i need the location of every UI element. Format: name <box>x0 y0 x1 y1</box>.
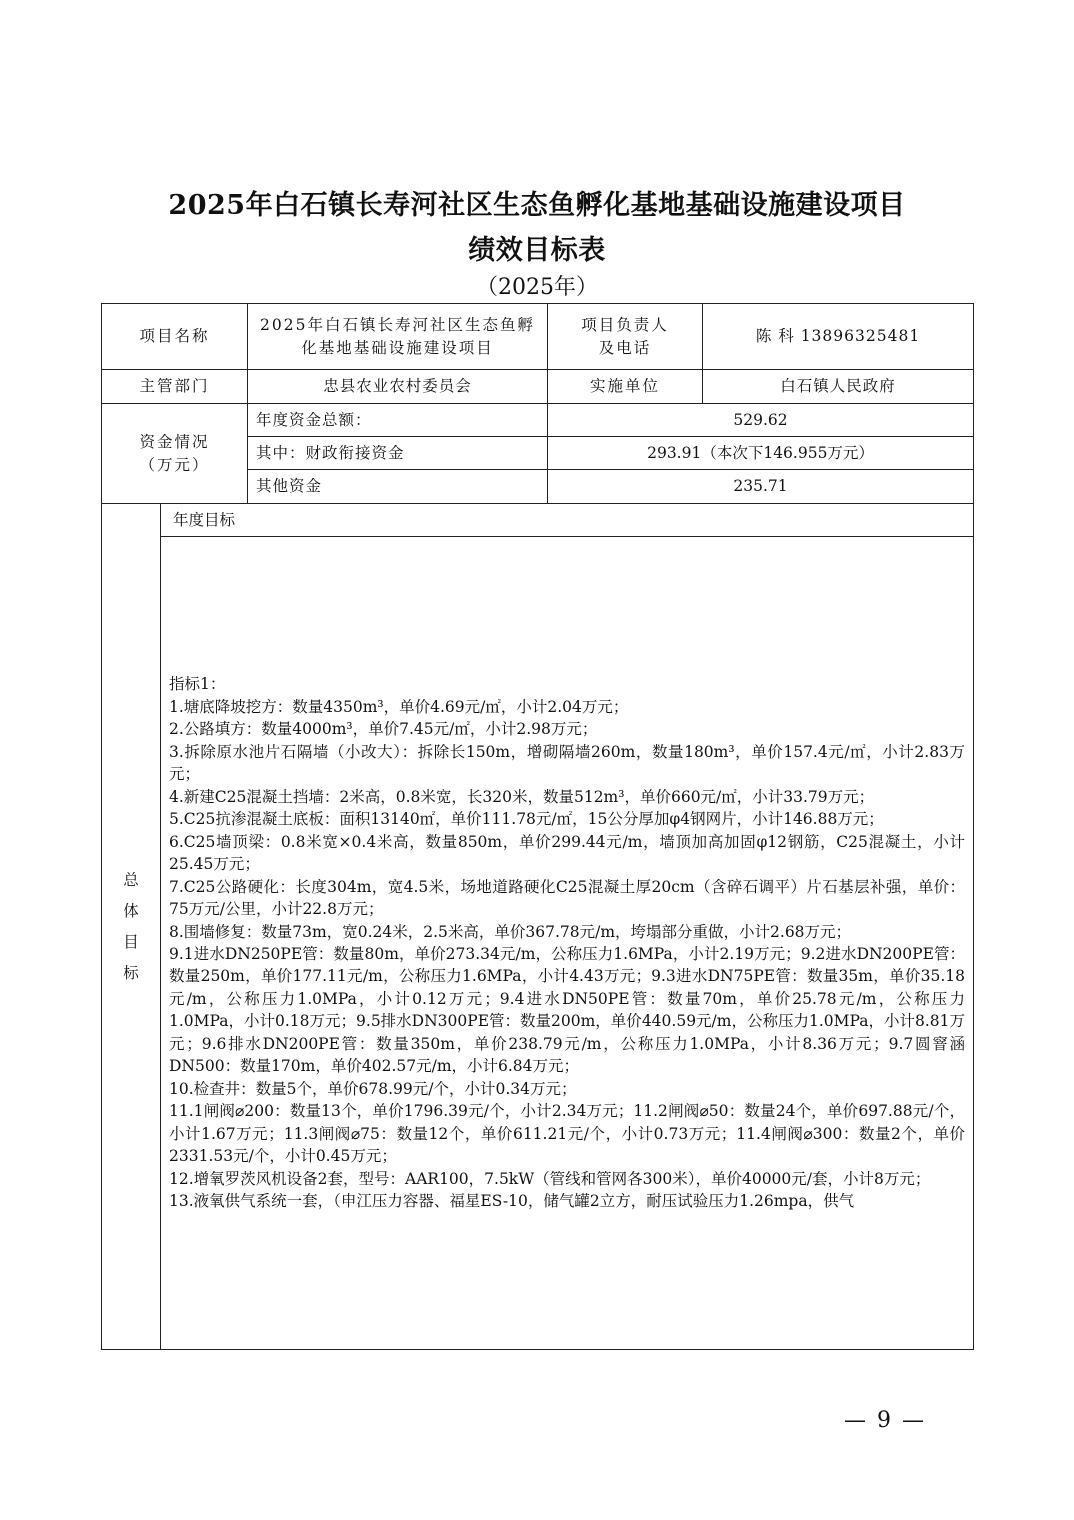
annual-total-label: 年度资金总额： <box>248 404 548 437</box>
indicator-item: 11.1闸阀⌀200：数量13个，单价1796.39元/个，小计2.34万元；11.2闸阀⌀50：数量24个，单价697.88元/个，小计1.67万元；11.3闸阀⌀75：数量12个，单价611.21元/个，小计0.73万元；11.4闸阀⌀300：数量2个，单价2331.53元/个，小计0.45万元； <box>169 1102 966 1166</box>
indicator-item: 12.增氧罗茨风机设备2套，型号：AAR100，7.5kW（管线和管网各300米），单价40000元/套，小计8万元； <box>169 1169 931 1188</box>
indicator-item: 4.新建C25混凝土挡墙：2米高，0.8米宽，长320米，数量512m³，单价660元/㎡，小计33.79万元； <box>169 787 875 806</box>
project-name-label: 项目名称 <box>102 304 248 370</box>
project-leader-label-line1: 项目负责人 <box>581 316 669 335</box>
page-number: — 9 — <box>844 1408 926 1433</box>
project-leader-label-line2: 及电话 <box>598 338 652 357</box>
row-annual-goal-header <box>102 504 974 537</box>
project-leader-label <box>548 304 703 370</box>
fiscal-funds-value: 293.91（本次下146.955万元） <box>548 437 974 470</box>
indicator-item: 3.拆除原水池片石隔墙（小改大）：拆除长150m，增砌隔墙260m，数量180m³，单价157.4元/㎡，小计2.83万元； <box>169 742 966 784</box>
funds-label <box>102 404 248 504</box>
indicator-item: 指标1： <box>169 675 226 694</box>
funds-label-line2: （万元） <box>139 455 210 474</box>
row-indicators <box>102 537 974 1350</box>
annual-goal-label: 年度目标 <box>161 504 974 537</box>
indicator-item: 2.公路填方：数量4000m³，单价7.45元/㎡，小计2.98万元； <box>169 720 598 739</box>
document-subtitle: 绩效目标表 <box>468 235 606 266</box>
indicator-content <box>161 537 974 1350</box>
indicator-item: 7.C25公路硬化：长度304m，宽4.5米，场地道路硬化C25混凝土厚20cm（含碎石调平）片石基层补强，单价：75万元/公里，小计22.8万元； <box>169 877 966 919</box>
indicator-item: 10.检查井：数量5个，单价678.99元/个，小计0.34万元； <box>169 1079 577 1098</box>
indicator-item: 6.C25墙顶梁：0.8米宽×0.4米高，数量850m，单价299.44元/m，墙顶加高加固φ12钢筋，C25混凝土，小计25.45万元； <box>169 832 966 874</box>
indicator-item: 1.塘底降坡挖方：数量4350m³，单价4.69元/㎡，小计2.04万元； <box>169 697 629 716</box>
indicator-item: 9.1进水DN250PE管：数量80m，单价273.34元/m，公称压力1.6MPa，小计2.19万元；9.2进水DN200PE管：数量250m，单价177.11元/m，公称压力1.6MPa，小计4.43万元；9.3进水DN75PE管：数量35m，单价35.18元/m，公称压力1.0MPa，小计0.12万元；9.4进水DN50PE管：数量70m，单价25.78元/m，公称压力1.0MPa，小计0.18万元；9.5排水DN300PE管：数量200m，单价440.59元/m，公称压力1.0MPa，小计8.81万元；9.6排水DN200PE管：数量350m，单价238.79元/m，公称压力1.0MPa，小计8.36万元；9.7圆窨涵DN500：数量170m，单价402.57元/m，小计6.84万元； <box>169 945 966 1076</box>
row-annual-funds <box>102 404 974 437</box>
funds-label-line1: 资金情况 <box>139 433 210 452</box>
impl-label: 实施单位 <box>548 370 703 404</box>
indicator-item: 13.液氧供气系统一套，（申江压力容器、福星ES-10，储气罐2立方，耐压试验压力1.26mpa，供气 <box>169 1192 855 1211</box>
row-department <box>102 370 974 404</box>
annual-total-value: 529.62 <box>548 404 974 437</box>
project-leader-value: 陈 科 13896325481 <box>703 304 974 370</box>
other-funds-label: 其他资金 <box>248 470 548 504</box>
overall-goal-label <box>102 504 161 1350</box>
indicator-list <box>169 673 965 1212</box>
overall-goal-text: 总体目标 <box>123 870 139 982</box>
project-name-value: 2025年白石镇长寿河社区生态鱼孵化基地基础设施建设项目 <box>248 304 548 370</box>
year-label: （2025年） <box>476 275 598 300</box>
indicator-item: 5.C25抗渗混凝土底板：面积13140㎡，单价111.78元/㎡，15公分厚加φ4钢网片，小计146.88万元； <box>169 810 884 829</box>
performance-target-table <box>101 303 974 1350</box>
document-title: 2025年白石镇长寿河社区生态鱼孵化基地基础设施建设项目 <box>168 190 906 221</box>
fiscal-funds-label: 其中：财政衔接资金 <box>248 437 548 470</box>
indicator-item: 8.围墙修复：数量73m，宽0.24米，2.5米高，单价367.78元/m，垮塌部分重做，小计2.68万元； <box>169 922 852 941</box>
impl-value: 白石镇人民政府 <box>703 370 974 404</box>
other-funds-value: 235.71 <box>548 470 974 504</box>
row-project <box>102 304 974 370</box>
dept-label: 主管部门 <box>102 370 248 404</box>
dept-value: 忠县农业农村委员会 <box>248 370 548 404</box>
